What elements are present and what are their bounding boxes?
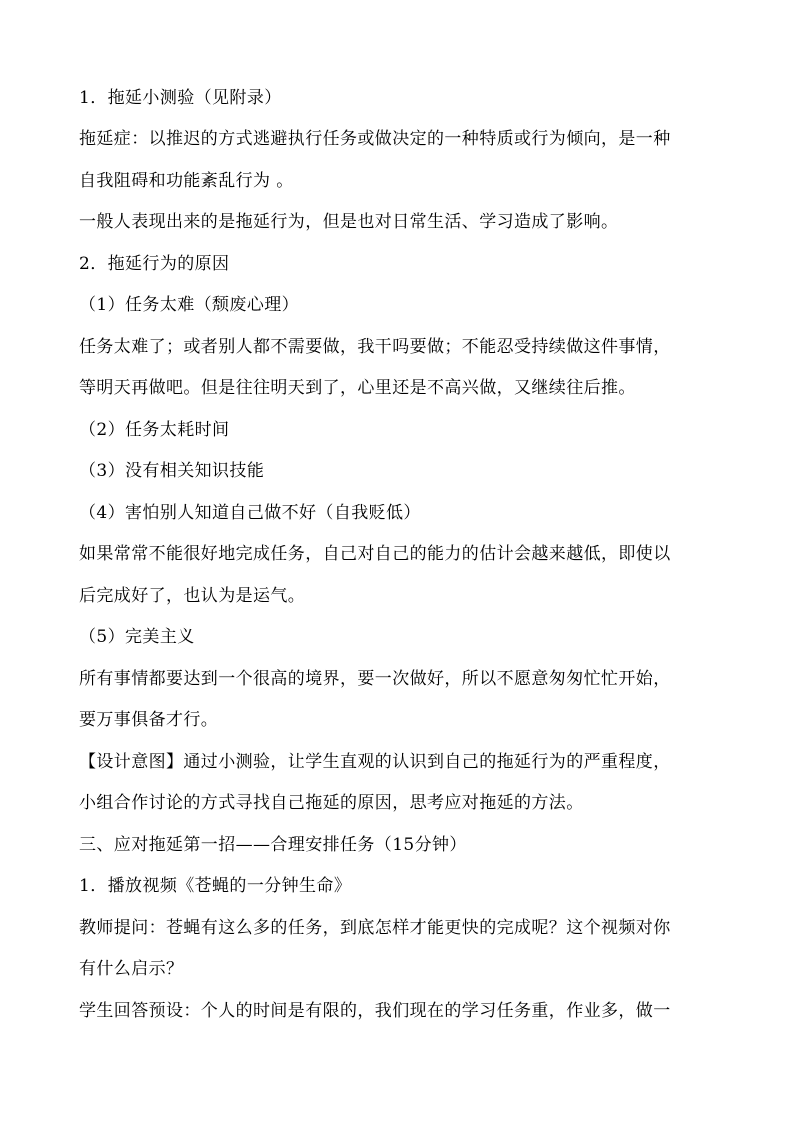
heading-causes: 2．拖延行为的原因 [79, 254, 230, 274]
paragraph-definition-line-1: 拖延症：以推迟的方式逃避执行任务或做决定的一种特质或行为倾向，是一种 [79, 129, 671, 149]
paragraph-cause-4-line-1: 如果常常不能很好地完成任务，自己对自己的能力的估计会越来越低，即使以 [79, 544, 671, 564]
paragraph-cause-1-line-2: 等明天再做吧。但是往往明天到了，心里还是不高兴做，又继续往后推。 [79, 378, 636, 398]
design-intent-line-2: 小组合作讨论的方式寻找自己拖延的原因，思考应对拖延的方法。 [79, 793, 584, 813]
heading-play-video: 1．播放视频《苍蝇的一分钟生命》 [79, 876, 352, 896]
design-intent-line-1: 【设计意图】通过小测验，让学生直观的认识到自己的拖延行为的严重程度， [79, 752, 671, 772]
paragraph-cause-4-line-2: 后完成好了，也认为是运气。 [79, 586, 306, 606]
paragraph-cause-5-line-1: 所有事情都要达到一个很高的境界，要一次做好，所以不愿意匆匆忙忙开始， [79, 669, 671, 689]
subheading-cause-2: （2）任务太耗时间 [79, 420, 230, 440]
heading-procrastination-quiz: 1．拖延小测验（见附录） [79, 88, 282, 108]
paragraph-definition-line-2: 自我阻碍和功能紊乱行为 。 [79, 171, 294, 191]
paragraph-student-answer-line-1: 学生回答预设：个人的时间是有限的，我们现在的学习任务重，作业多，做一 [79, 1001, 671, 1021]
paragraph-cause-1-line-1: 任务太难了；或者别人都不需要做，我干吗要做；不能忍受持续做这件事情， [79, 337, 671, 357]
paragraph-general-behavior: 一般人表现出来的是拖延行为，但是也对日常生活、学习造成了影响。 [79, 212, 619, 232]
paragraph-teacher-question-line-2: 有什么启示？ [79, 959, 184, 979]
subheading-cause-4: （4）害怕别人知道自己做不好（自我贬低） [79, 503, 421, 523]
subheading-cause-5: （5）完美主义 [79, 627, 195, 647]
heading-section-three: 三、应对拖延第一招——合理安排任务（15分钟） [79, 835, 467, 855]
paragraph-teacher-question-line-1: 教师提问：苍蝇有这么多的任务，到底怎样才能更快的完成呢？这个视频对你 [79, 918, 671, 938]
subheading-cause-3: （3）没有相关知识技能 [79, 461, 265, 481]
paragraph-cause-5-line-2: 要万事俱备才行。 [79, 710, 219, 730]
subheading-cause-1: （1）任务太难（颓废心理） [79, 295, 300, 315]
